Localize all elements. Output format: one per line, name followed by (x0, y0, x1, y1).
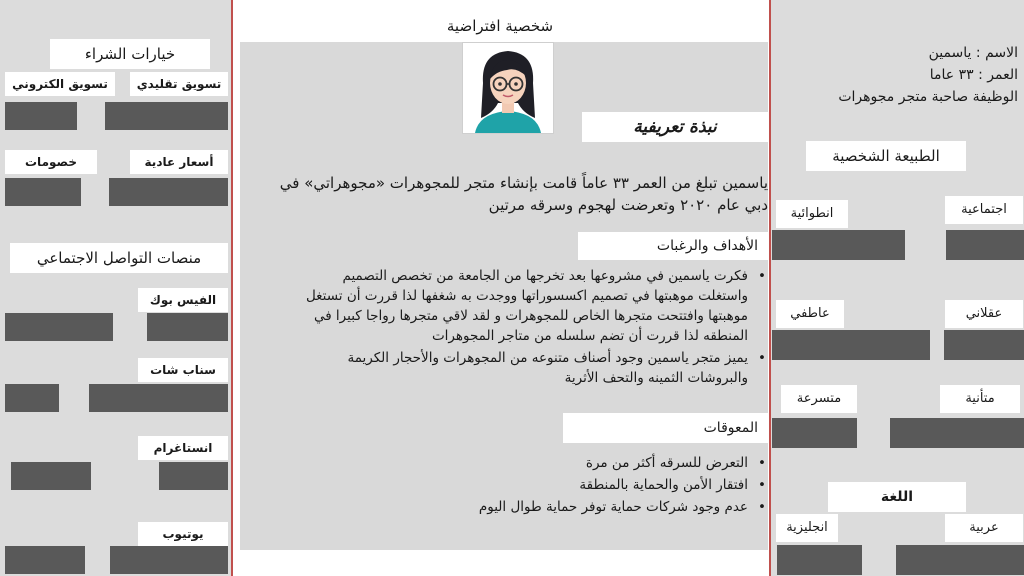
slider-left-bar (772, 230, 905, 260)
persona-info (790, 42, 1018, 108)
trait-slider-2 (772, 330, 1024, 360)
woman-with-glasses-avatar-icon (462, 42, 554, 134)
personality-title: الطبيعة الشخصية (806, 141, 966, 171)
slider-right-bar (89, 384, 228, 412)
goals-heading: الأهداف والرغبات (578, 232, 768, 260)
slider-right-bar (896, 545, 1024, 575)
slider-left-bar (5, 384, 59, 412)
slider-right-bar (890, 418, 1024, 448)
obstacle-item: • افتقار الأمن والحماية بالمنطقة (300, 474, 768, 496)
obstacles-list (300, 452, 768, 518)
goal-item: • فكرت ياسمين في مشروعها بعد تخرجها من الجامعة من تخصص التصميم واستغلت موهبتها في تصميم اكسسوراتها ووجدت به شغفها لذا قررت أن تستغل موهبتها وافتتحت متجرها الخاص للمجوهرات و لقد لاقي متجرها رواجا كبيرا في المنطقه لذا قررت أن تضم سلسله من متاجر المجوهرات (248, 266, 768, 346)
age-line: العمر : ٣٣ عاما (929, 67, 1018, 83)
slider-left-bar (5, 546, 85, 574)
emotional-label: عاطفي (776, 300, 844, 328)
facebook-label: الفيس بوك (138, 288, 228, 312)
persona-title: شخصية افتراضية (446, 17, 554, 35)
youtube-slider (5, 546, 228, 574)
language-slider (772, 545, 1024, 575)
rational-label: عقلاني (945, 300, 1023, 328)
goal-item: • يميز متجر ياسمين وجود أصناف متنوعه من المجوهرات والأحجار الكريمة والبروشات الثمينه والتحف الأثرية (248, 348, 768, 388)
slider-left-bar (772, 418, 857, 448)
slider-left-bar (777, 545, 862, 575)
regular-prices-label: أسعار عادية (130, 150, 228, 174)
job-line: الوظيفة صاحبة متجر مجوهرات (838, 89, 1018, 105)
slider-left-bar (11, 462, 91, 490)
bio-line-1: ياسمين تبلغ من العمر ٣٣ عاماً قامت بإنشاء متجر للمجوهرات «مجوهراتي» في (279, 174, 768, 192)
social-platforms-title: منصات التواصل الاجتماعي (10, 243, 228, 273)
slider-left-bar (5, 313, 113, 341)
slider-left-bar (772, 330, 930, 360)
purchase-options-title: خيارات الشراء (50, 39, 210, 69)
slider-left-bar (5, 102, 77, 130)
purchase-slider-1 (5, 102, 228, 130)
language-title: اللغة (828, 482, 966, 512)
slider-left-bar (5, 178, 81, 206)
deliberate-label: متأنية (940, 385, 1020, 413)
slider-right-bar (105, 102, 228, 130)
online-marketing-label: تسويق الكتروني (5, 72, 115, 96)
trait-slider-3 (772, 418, 1024, 448)
slider-right-bar (944, 330, 1024, 360)
bio-line-2: دبي عام ٢٠٢٠ وتعرضت لهجوم وسرقه مرتين (488, 196, 768, 214)
instagram-label: انستاغرام (138, 436, 228, 460)
introvert-label: انطوائية (776, 200, 848, 228)
slider-right-bar (109, 178, 228, 206)
hasty-label: متسرعة (781, 385, 857, 413)
youtube-label: يوتيوب (138, 522, 228, 546)
bio-heading: نبذة تعريفية (582, 112, 768, 142)
obstacles-heading: المعوقات (563, 413, 768, 443)
slider-right-bar (159, 462, 228, 490)
instagram-slider (5, 462, 228, 490)
bio-text (248, 172, 768, 216)
snapchat-slider (5, 384, 228, 412)
purchase-slider-2 (5, 178, 228, 206)
slider-right-bar (110, 546, 228, 574)
discounts-label: خصومات (5, 150, 97, 174)
slider-right-bar (946, 230, 1024, 260)
trait-slider-1 (772, 230, 1024, 260)
goals-list (248, 266, 768, 388)
obstacle-item: • التعرض للسرقه أكثر من مرة (300, 452, 768, 474)
facebook-slider (5, 313, 228, 341)
traditional-marketing-label: تسويق تقليدي (130, 72, 228, 96)
obstacle-item: • عدم وجود شركات حماية توفر حماية طوال اليوم (300, 496, 768, 518)
snapchat-label: سناب شات (138, 358, 228, 382)
extrovert-label: اجتماعية (945, 196, 1023, 224)
name-line: الاسم : ياسمين (928, 45, 1018, 61)
arabic-label: عربية (945, 514, 1023, 542)
english-label: انجليزية (776, 514, 838, 542)
slider-right-bar (147, 313, 228, 341)
